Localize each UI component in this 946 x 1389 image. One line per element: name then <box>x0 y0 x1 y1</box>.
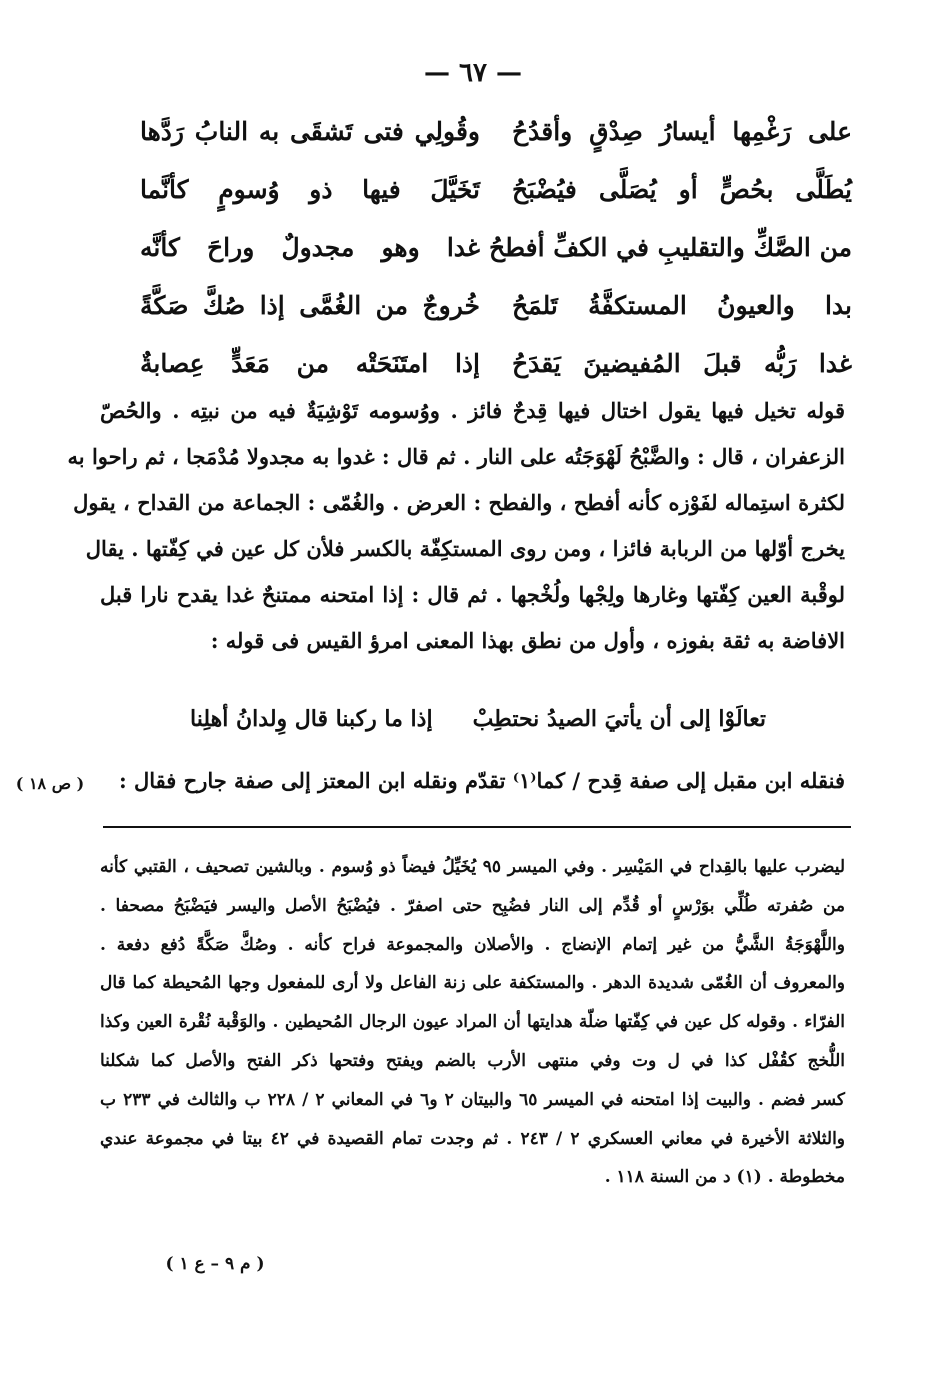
page-number: — ٦٧ — <box>423 58 523 88</box>
verse-5 <box>140 334 852 392</box>
verse-4-first-hemistich: خُروجٌ من الغُمَّى إذا صُكَّ صَكَّةً <box>140 290 480 320</box>
commentary-line: الزعفران ، قال : والضَّبْحُ لَهْوَجَتُه على النار . ثم قال : غدوا به مجدولا مُدْمَجا ، ثم راحوا به <box>67 444 845 469</box>
footnotes <box>100 848 845 1197</box>
footnote-line: من صُفرته طُلِّي بوَرْسٍ أو قُدِّم إلى النار فضُبِح حتى اصفرّ . فيُضْبَحُ الأصل واليسر فيَضْبَحُ مصحفا . <box>100 895 845 916</box>
margin-page-reference: ( ص ١٨ ) <box>15 774 85 793</box>
closing-line: فنقله ابن مقبل إلى صفة قِدح / كما⁽١⁾ تقدّم ونقله ابن المعتز إلى صفة جارح فقال : <box>118 768 845 793</box>
footnote-line: الفرّاء . وقوله كل عين في كِفّتها ضلّة هدايتها أن المراد عيون الرجال المُحيطين . والوَقْبة نُقْرة العين وكذا <box>100 1012 845 1033</box>
commentary-line: يخرج أوّلها من الربابة فائزا ، ومن روى المستكِفّة بالكسر فلأن كل عين في كِفّتها . يقال <box>85 536 845 561</box>
commentary-paragraph <box>67 388 845 664</box>
verse-4-second-hemistich: بدا والعيونُ المستكفَّةُ تَلمَحُ <box>512 290 852 320</box>
quoted-verse-second-hemistich: تعالَوْا إلى أن يأتيَ الصيدُ نحتطِبْ <box>472 706 766 732</box>
commentary-line: قوله تخيل فيها يقول اختال فيها قِدحٌ فائز . ووُسومه تَوْشِيَةٌ فيه من نبتِه . والحُصّ <box>100 398 845 423</box>
footnote-line: واللَّهْوَجَةُ الشَّيُّ من غير إتمام الإنضاج . والأصلان والمجموعة فراح كأنه . وصُكَّ صَكَّةً دُفع دفعة . <box>100 934 845 955</box>
verse-3-second-hemistich: من الصَّكِّ والتقليبِ في الكفِّ أفطحُ <box>488 232 852 262</box>
verse-2-first-hemistich: تَخَيَّلَ فيها ذو وُسومٍ كأنَّما <box>140 174 480 204</box>
quoted-verse-first-hemistich: إذا ما ركبنا قال وِلدانُ أهلِنا <box>190 706 433 732</box>
footnote-line: والثلاثة الأخيرة في معاني العسكري ٢ / ٢٤٣ . ثم وجدت تمام القصيدة في ٤٢ بيتا في مجموعة عندي <box>100 1128 846 1149</box>
verse-2 <box>140 160 852 218</box>
verse-1 <box>140 102 852 160</box>
footnote-divider <box>103 826 851 828</box>
footnote-line: ليضرب عليها بالقِداح في المَيْسِر . وفي الميسر ٩٥ يُخَيِّلُ فيضاً ذو وُسوم . وبالشين تصحيف ، القتبي كأنه <box>100 857 846 877</box>
verse-3 <box>140 218 852 276</box>
verse-1-first-hemistich: وقُولِي فتى تَشقَى به النابُ رَدَّها <box>140 116 480 146</box>
commentary-line: لوقْبة العين كِفّتها وغارها ولِجْها ولُخْجها . ثم قال : إذا امتحنه ممتنحٌ غدا يقدح نارا قبل <box>100 582 845 607</box>
footnote-line: مخطوطة . (١) د من السنة ١١٨ . <box>604 1167 845 1188</box>
footnote-line: والمعروف أن الغُمّى شديدة الدهر . والمستكفة على زنة الفاعل ولا أرى للمفعول وجها المُحيطة كما قال <box>100 973 845 994</box>
quoted-verse <box>190 706 766 732</box>
verse-4 <box>140 276 852 334</box>
footnote-line: كسر فضم . والبيت إذا امتحنه في الميسر ٦٥ والبيتان ٢ و٦ في المعاني ٢ / ٢٢٨ ب والثالث في ٢٣٣ ب <box>100 1089 845 1110</box>
verse-5-second-hemistich: غدا رَبُّه قبلَ المُفيضينَ يَقدَحُ <box>512 348 852 378</box>
printer-signature: ( م ٩ – ع ١ ) <box>165 1254 265 1274</box>
commentary-line: الافاضة به ثقة بفوزه ، وأول من نطق بهذا المعنى امرؤ القيس فى قوله : <box>210 628 845 653</box>
poem-verses <box>140 102 852 392</box>
footnote-line: اللُّخج كقُفْل كذا في ل وت وفي منتهى الأرب بالضم ويفتح وفتحها ذكر الفتح والأصل كما شكلنا <box>100 1050 845 1071</box>
commentary-line: لكثرة استِماله لفَوْزه كأنه أفطح ، والفطح : العرض . والغُمّى : الجماعة من القداح ، يقول <box>73 490 845 515</box>
verse-1-second-hemistich: على رَغْمِها أيسارُ صِدْقٍ وأقدُحُ <box>512 116 852 146</box>
verse-2-second-hemistich: يُطَلَّى بحُصٍّ أو يُصَلَّى فيُضْبَحُ <box>512 174 852 204</box>
verse-3-first-hemistich: غدا وهو مجدولٌ وراحَ كأنَّه <box>140 232 480 262</box>
verse-5-first-hemistich: إذا امتَنَحَتْه من مَعَدٍّ عِصابةٌ <box>140 348 480 378</box>
